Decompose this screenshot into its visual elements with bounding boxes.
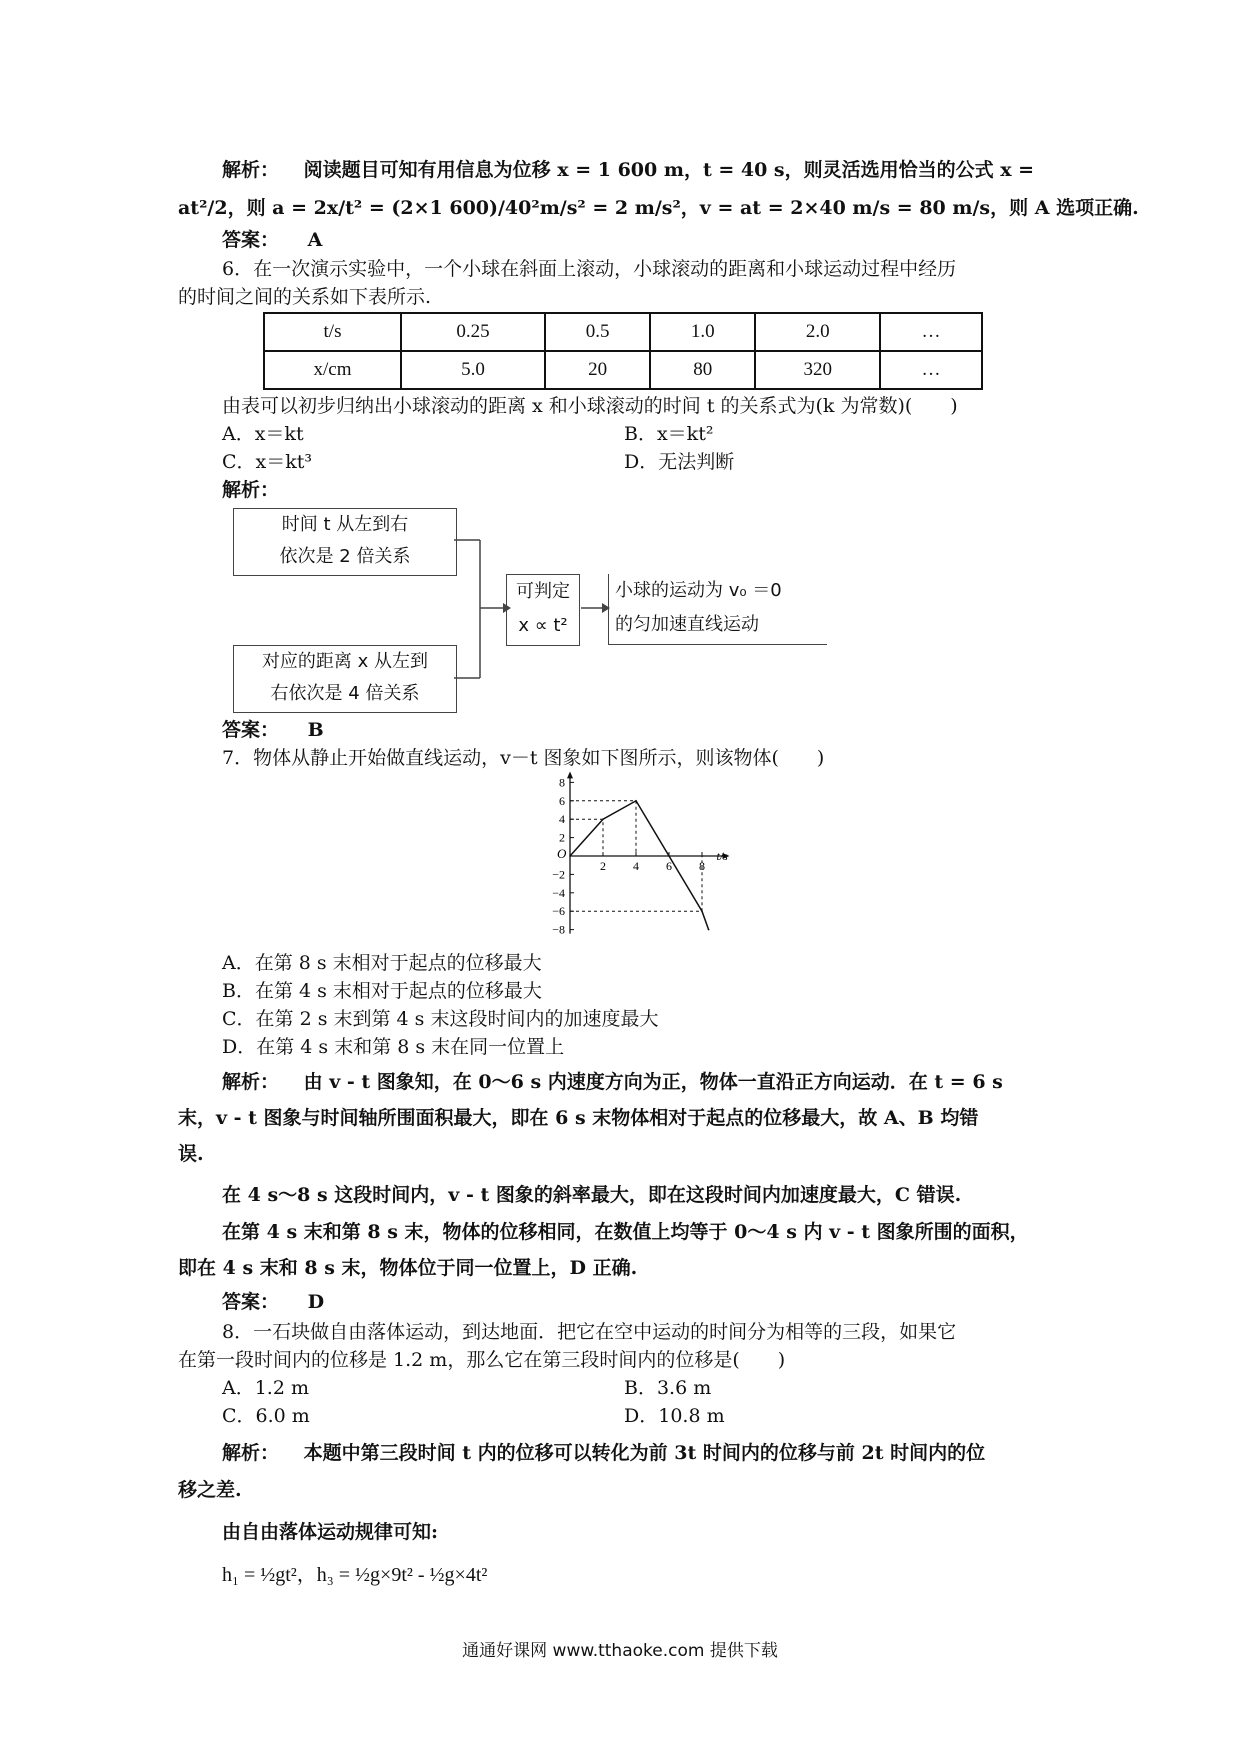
q8-analysis-text1: 本题中第三段时间 t 内的位移可以转化为前 3t 时间内的位移与前 2t 时间内的位 bbox=[303, 1442, 986, 1464]
vt-data-point bbox=[701, 910, 703, 912]
vt-data-point bbox=[602, 818, 604, 820]
vt-data-point bbox=[635, 800, 637, 802]
q8-option-b: B．3.6 m bbox=[624, 1377, 712, 1399]
vt-data-point bbox=[708, 929, 710, 931]
q6-analysis-label: 解析： bbox=[222, 479, 280, 501]
q6-answer-line bbox=[222, 718, 324, 742]
table-row bbox=[264, 351, 982, 389]
table-cell: 2.0 bbox=[755, 313, 880, 351]
p5-analysis-text1: 阅读题目可知有用信息为位移 x = 1 600 m，t = 40 s，则灵活选用恰当的公式 x = bbox=[303, 159, 1035, 181]
q8-stem-line1: 8．一石块做自由落体运动，到达地面．把它在空中运动的时间分为相等的三段，如果它 bbox=[222, 1321, 957, 1343]
q6-answer-label: 答案： bbox=[222, 719, 280, 741]
flow-box-text: 右依次是 4 倍关系 bbox=[270, 683, 420, 704]
flow-box-time-ratio bbox=[233, 508, 457, 576]
origin-label: O bbox=[557, 846, 567, 861]
table-cell: 5.0 bbox=[401, 351, 545, 389]
table-cell: 80 bbox=[650, 351, 755, 389]
flow-box-text: 时间 t 从左到右 bbox=[281, 514, 409, 535]
q7-analysis-line5: 在第 4 s 末和第 8 s 末，物体的位移相同，在数值上均等于 0～4 s 内 v - t 图象所围的面积， bbox=[222, 1221, 1029, 1243]
q7-answer-label: 答案： bbox=[222, 1291, 280, 1313]
flow-box-text: x ∝ t² bbox=[518, 615, 568, 636]
p5-analysis-label: 解析： bbox=[222, 159, 280, 181]
y-tick-label: 2 bbox=[559, 830, 565, 845]
y-tick-label: −4 bbox=[552, 885, 565, 900]
q6-answer-value: B bbox=[307, 719, 324, 741]
q7-analysis-line2: 末，v - t 图象与时间轴所围面积最大，即在 6 s 末物体相对于起点的位移最大，故 A、B 均错 bbox=[178, 1107, 979, 1129]
q8-analysis-line3: 由自由落体运动规律可知: bbox=[222, 1521, 439, 1543]
flow-box-text: 依次是 2 倍关系 bbox=[279, 546, 411, 567]
x-tick-label: 2 bbox=[600, 859, 606, 873]
p5-answer-label: 答案： bbox=[222, 229, 280, 251]
table-cell: 20 bbox=[545, 351, 650, 389]
table-cell: 320 bbox=[755, 351, 880, 389]
table-cell: 0.25 bbox=[401, 313, 545, 351]
table-row bbox=[264, 313, 982, 351]
p5-analysis-line1 bbox=[222, 158, 1034, 182]
q6-option-a: A．x＝kt bbox=[222, 423, 304, 445]
q7-stem: 7．物体从静止开始做直线运动，v－t 图象如下图所示，则该物体( ) bbox=[222, 747, 825, 769]
q7-answer-line bbox=[222, 1290, 324, 1314]
q6-question: 由表可以初步归纳出小球滚动的距离 x 和小球滚动的时间 t 的关系式为(k 为常数)( ) bbox=[222, 395, 958, 417]
q7-analysis-text1: 由 v - t 图象知，在 0～6 s 内速度方向为正，物体一直沿正方向运动．在 t = 6 s bbox=[303, 1071, 1003, 1093]
flow-box-text: 小球的运动为 v₀ ＝0 bbox=[615, 580, 782, 601]
flow-box-distance-ratio bbox=[233, 645, 457, 713]
page-footer: 通通好课网 www.tthaoke.com 提供下载 bbox=[462, 1641, 778, 1661]
y-tick-label: 6 bbox=[559, 793, 565, 808]
y-tick-label: 8 bbox=[559, 775, 565, 790]
table-cell: x/cm bbox=[264, 351, 401, 389]
q7-analysis-line4: 在 4 s～8 s 这段时间内，v - t 图象的斜率最大，即在这段时间内加速度最大，C 错误. bbox=[222, 1184, 962, 1206]
table-cell: 0.5 bbox=[545, 313, 650, 351]
y-tick-label: 4 bbox=[559, 812, 565, 827]
vt-series-line bbox=[570, 801, 709, 930]
q8-option-a: A．1.2 m bbox=[222, 1377, 309, 1399]
q6-option-b: B．x＝kt² bbox=[624, 423, 714, 445]
q8-analysis-line2: 移之差. bbox=[178, 1479, 242, 1501]
x-axis-label: t/s bbox=[716, 849, 728, 863]
p5-answer-line bbox=[222, 228, 322, 252]
flow-box-text: 可判定 bbox=[516, 581, 570, 602]
p5-answer-value: A bbox=[307, 229, 323, 251]
q8-option-d: D．10.8 m bbox=[624, 1405, 725, 1427]
y-tick-label: −2 bbox=[552, 867, 565, 882]
x-tick-label: 6 bbox=[666, 859, 672, 873]
q7-option-a: A．在第 8 s 末相对于起点的位移最大 bbox=[222, 952, 542, 974]
q8-stem-line2: 在第一段时间内的位移是 1.2 m，那么它在第三段时间内的位移是( ) bbox=[178, 1349, 786, 1371]
table-cell: … bbox=[880, 313, 982, 351]
q8-formula: h₁ = ½gt²，h₃ = ½g×9t² - ½g×4t² bbox=[222, 1564, 488, 1586]
x-tick-label: 4 bbox=[633, 859, 639, 873]
vt-data-point bbox=[569, 855, 571, 857]
y-tick-label: −6 bbox=[552, 904, 565, 919]
q7-answer-value: D bbox=[307, 1291, 325, 1313]
q7-analysis-label: 解析： bbox=[222, 1071, 280, 1093]
q7-option-d: D．在第 4 s 末和第 8 s 末在同一位置上 bbox=[222, 1036, 565, 1058]
q8-analysis-line1 bbox=[222, 1441, 985, 1465]
q6-data-table bbox=[263, 312, 983, 390]
x-tick-label: 8 bbox=[699, 859, 705, 873]
q7-analysis-line1 bbox=[222, 1070, 1003, 1094]
q8-option-c: C．6.0 m bbox=[222, 1405, 310, 1427]
q7-analysis-line3: 误. bbox=[178, 1143, 204, 1165]
flow-box-conclusion bbox=[506, 574, 580, 646]
q8-analysis-label: 解析： bbox=[222, 1442, 280, 1464]
q7-option-c: C．在第 2 s 末到第 4 s 末这段时间内的加速度最大 bbox=[222, 1008, 659, 1030]
q6-option-d: D．无法判断 bbox=[624, 451, 735, 473]
q6-stem-line1: 6．在一次演示实验中，一个小球在斜面上滚动，小球滚动的距离和小球运动过程中经历 bbox=[222, 258, 957, 280]
q7-option-b: B．在第 4 s 末相对于起点的位移最大 bbox=[222, 980, 542, 1002]
p5-analysis-line2: at²/2，则 a = 2x/t² = (2×1 600)/40²m/s² = 2 m/s²，v = at = 2×40 m/s = 80 m/s，则 A 选项正确. bbox=[178, 197, 1139, 219]
y-axis-arrow bbox=[567, 772, 573, 778]
flow-box-text: 的匀加速直线运动 bbox=[615, 614, 759, 635]
flow-box-motion-type bbox=[608, 574, 827, 645]
q7-analysis-line6: 即在 4 s 末和 8 s 末，物体位于同一位置上，D 正确. bbox=[178, 1257, 638, 1279]
q6-option-c: C．x＝kt³ bbox=[222, 451, 313, 473]
flow-box-text: 对应的距离 x 从左到 bbox=[261, 651, 429, 672]
q6-stem-line2: 的时间之间的关系如下表所示. bbox=[178, 286, 432, 308]
table-cell: … bbox=[880, 351, 982, 389]
table-cell: 1.0 bbox=[650, 313, 755, 351]
q7-vt-chart bbox=[535, 772, 765, 947]
table-cell: t/s bbox=[264, 313, 401, 351]
y-tick-label: −8 bbox=[552, 922, 565, 937]
